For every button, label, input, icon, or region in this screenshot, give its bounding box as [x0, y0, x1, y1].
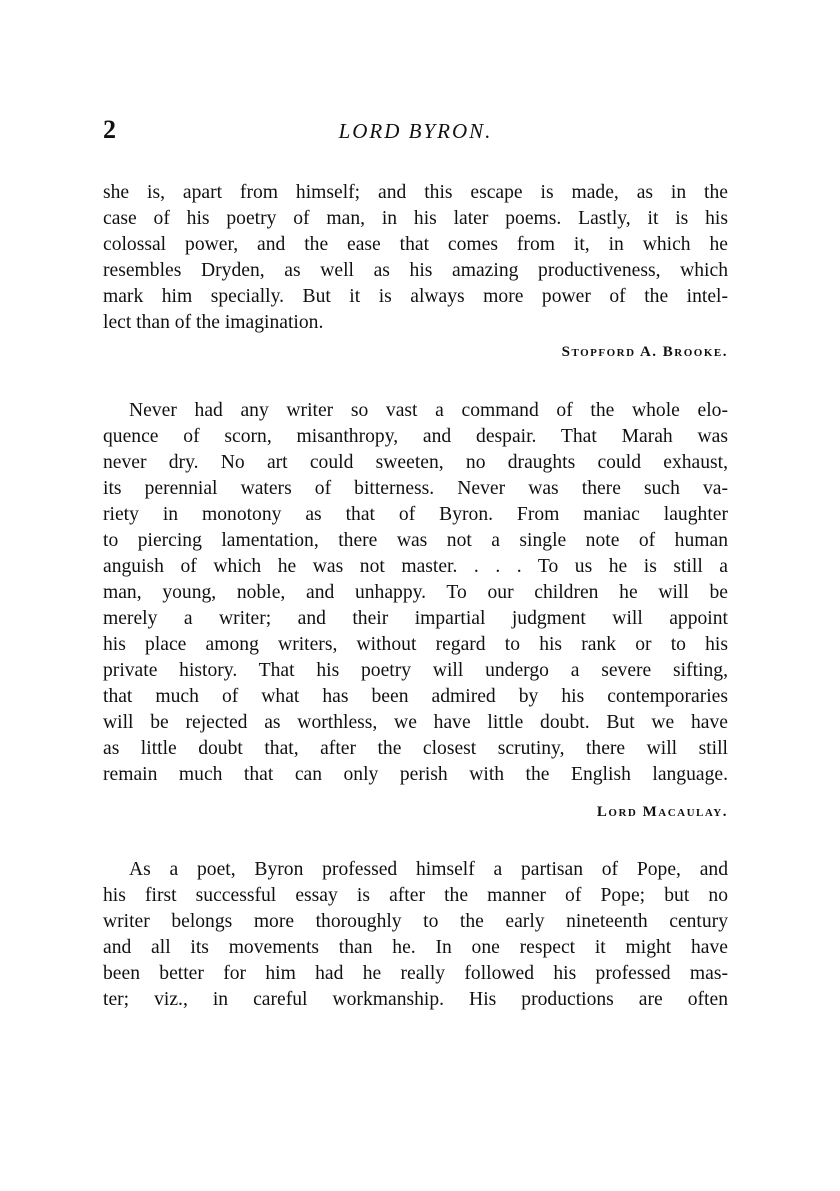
text-line: man, young, noble, and unhappy. To our children he will be: [103, 582, 728, 603]
page-number: 2: [103, 115, 116, 144]
text-line: writer belongs more thoroughly to the early nineteenth century: [103, 911, 728, 932]
attribution-macaulay: Lord Macaulay.: [596, 804, 728, 820]
attribution-brooke: Stopford A. Brooke.: [561, 344, 728, 360]
text-line: as little doubt that, after the closest scrutiny, there will still: [103, 738, 728, 759]
text-line: his place among writers, without regard to his rank or to his: [103, 634, 728, 655]
text-line: been better for him had he really followed his professed mas-: [103, 963, 728, 984]
text-line: Never had any writer so vast a command of the whole elo-: [129, 400, 728, 421]
text-line: As a poet, Byron professed himself a partisan of Pope, and: [129, 859, 728, 880]
text-line: and all its movements than he. In one respect it might have: [103, 937, 728, 958]
text-line: will be rejected as worthless, we have little doubt. But we have: [103, 712, 728, 733]
text-line: ter; viz., in careful workmanship. His productions are often: [103, 989, 728, 1010]
text-line: resembles Dryden, as well as his amazing productiveness, which: [103, 260, 728, 281]
text-line: his first successful essay is after the manner of Pope; but no: [103, 885, 728, 906]
text-line: colossal power, and the ease that comes from it, in which he: [103, 234, 728, 255]
text-line: that much of what has been admired by his contemporaries: [103, 686, 728, 707]
text-line: mark him specially. But it is always more power of the intel-: [103, 286, 728, 307]
text-line: anguish of which he was not master. . . . To us he is still a: [103, 556, 728, 577]
text-line: quence of scorn, misanthropy, and despair. That Marah was: [103, 426, 728, 447]
text-line: to piercing lamentation, there was not a single note of human: [103, 530, 728, 551]
text-line: never dry. No art could sweeten, no draughts could exhaust,: [103, 452, 728, 473]
text-line: lect than of the imagination.: [103, 312, 324, 333]
text-line: its perennial waters of bitterness. Never was there such va-: [103, 478, 728, 499]
text-line: remain much that can only perish with the English language.: [103, 764, 728, 785]
text-line: case of his poetry of man, in his later poems. Lastly, it is his: [103, 208, 728, 229]
text-line: private history. That his poetry will undergo a severe sifting,: [103, 660, 728, 681]
text-line: merely a writer; and their impartial judgment will appoint: [103, 608, 728, 629]
text-line: she is, apart from himself; and this escape is made, as in the: [103, 182, 728, 203]
page-header: [103, 115, 728, 149]
running-head: LORD BYRON.: [338, 119, 493, 143]
text-line: riety in monotony as that of Byron. From maniac laughter: [103, 504, 728, 525]
